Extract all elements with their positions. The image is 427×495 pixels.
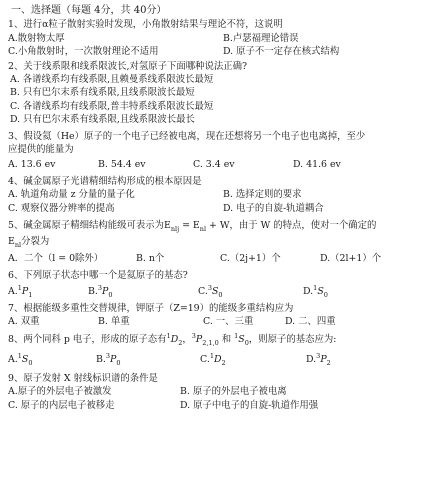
option-5-d: D.（2l+1）个 xyxy=(320,253,382,265)
option-3-a: A. 13.6 ev xyxy=(8,159,56,171)
question-5-subscript-nl: nl xyxy=(199,224,207,233)
option-9-d: D. 原子中电子的自旋-轨道作用强 xyxy=(180,399,319,411)
question-2-stem: 2、关于线系限和线系限波长,对氢原子下面哪种说法正确? xyxy=(8,60,247,72)
question-8-options xyxy=(8,352,421,368)
option-4-d: D. 电子的自旋-轨道耦合 xyxy=(223,202,324,214)
question-5-e-symbol: E xyxy=(8,236,15,248)
question-4 xyxy=(8,175,421,215)
question-5-stem-line-1 xyxy=(8,218,421,234)
question-6 xyxy=(8,269,421,300)
option-6-a: $A.^1P_1$ xyxy=(8,283,33,299)
option-2-a: A. 各谱线系均有线系限,且赖曼系线系限波长最短 xyxy=(10,74,214,86)
question-9 xyxy=(8,372,421,412)
option-2-b: B. 只有巴尔末系有线系限,且线系限波长最短 xyxy=(10,87,195,99)
option-8-b: $B.^3P_0$ xyxy=(96,351,121,367)
question-8 xyxy=(8,331,421,368)
option-2-c: C. 各谱线系均有线系限,普丰特系线系限波长最短 xyxy=(10,100,214,112)
option-1-b: B.卢瑟福理论错误 xyxy=(223,32,299,44)
option-8-d: $D.^3P_2$ xyxy=(306,351,331,367)
question-2 xyxy=(8,60,421,127)
option-6-d: $D.^1S_0$ xyxy=(303,283,328,299)
question-7 xyxy=(8,302,421,329)
question-9-stem: 9、原子发射 X 射线标识谱的条件是 xyxy=(8,372,158,384)
option-3-d: D. 41.6 ev xyxy=(293,159,341,171)
question-5-stem-text-split: 分裂为 xyxy=(21,236,50,248)
option-1-a: A.散射物太厚 xyxy=(8,32,65,44)
option-6-b: $B.^3P_0$ xyxy=(88,283,113,299)
question-5-stem-text-e: + W，由于 W 的特点，使对一个确定的 xyxy=(206,220,377,232)
question-3-stem-line-2: 应提供的能量为 xyxy=(8,144,74,156)
option-7-d: D. 二、四重 xyxy=(285,316,336,328)
option-9-c: C. 原子的内层电子被移走 xyxy=(8,399,115,411)
option-7-c: C. 一、三重 xyxy=(203,316,254,328)
option-4-b: B. 选择定则的要求 xyxy=(223,189,302,201)
option-7-b: B. 单重 xyxy=(98,316,130,328)
question-6-stem: 6、下列原子状态中哪一个是氦原子的基态? xyxy=(8,269,188,281)
question-7-stem: 7、根据能级多重性交替规律，钾原子（Z=19）的能级多重结构应为 xyxy=(8,302,294,314)
question-5-stem-text-c: = E xyxy=(179,220,200,232)
option-5-a: A．二个（l = 0除外） xyxy=(8,253,104,265)
option-4-a: A. 轨道角动量 z 分量的量子化 xyxy=(8,189,135,201)
question-4-options-row-1 xyxy=(8,188,421,201)
option-4-c: C. 观察仪器分辨率的提高 xyxy=(8,202,115,214)
question-3-stem-line-1: 3、假设氦（He）原子的一个电子已经被电离，现在还想将另一个电子也电离掉，至少 xyxy=(8,130,366,142)
question-3-options xyxy=(8,158,421,171)
option-7-a: A. 双重 xyxy=(8,316,40,328)
section-title: 一、选择题（每题 4分，共 40分） xyxy=(11,5,167,16)
option-5-b: B. n个 xyxy=(136,253,165,265)
option-9-a: A.原子的外层电子被激发 xyxy=(8,386,112,398)
question-1-options-row-1 xyxy=(8,32,421,45)
question-8-stem: 8、两个同科 p 电子，形成的原子态有$^1D_2$，$^3P_{2,1,0}$ 和 $^1S_0$，则原子的基态应为: xyxy=(8,331,337,347)
question-9-options-row-2 xyxy=(8,399,421,412)
question-5-subscript-nlj: nlj xyxy=(170,224,180,233)
question-5 xyxy=(8,218,421,265)
option-8-a: $A.^1S_0$ xyxy=(8,351,33,367)
option-5-c: C.（2j+1）个 xyxy=(220,253,281,265)
question-4-options-row-2 xyxy=(8,202,421,215)
option-1-c: C.小角散射时，一次散射理论不适用 xyxy=(8,46,159,58)
question-1 xyxy=(8,18,421,58)
question-4-stem: 4、碱金属原子光谱精细结构形成的根本原因是 xyxy=(8,175,202,187)
question-7-options xyxy=(8,315,421,328)
option-3-c: C. 3.4 ev xyxy=(193,159,235,171)
question-5-stem-line-2 xyxy=(8,234,421,250)
question-1-options-row-2 xyxy=(8,45,421,58)
option-3-b: B. 54.4 ev xyxy=(98,159,146,171)
question-6-options xyxy=(8,284,421,300)
option-2-d: D. 只有巴尔末系有线系限,且线系限波长最长 xyxy=(10,114,195,126)
question-5-stem-text-a: 5、碱金属原子精细结构能级可表示为E xyxy=(8,220,171,232)
option-8-c: $C.^1D_2$ xyxy=(200,351,226,367)
question-5-subscript-nl-2: nl xyxy=(14,240,22,249)
option-9-b: B. 原子的外层电子被电离 xyxy=(180,386,287,398)
option-1-d: D. 原子不一定存在核式结构 xyxy=(223,46,340,58)
question-1-stem: 1、进行α粒子散射实验时发现，小角散射结果与理论不符，这说明 xyxy=(8,19,283,31)
option-6-c: $C.^3S_0$ xyxy=(198,283,223,299)
question-5-options xyxy=(8,252,421,265)
question-9-options-row-1 xyxy=(8,385,421,398)
question-3 xyxy=(8,130,421,172)
